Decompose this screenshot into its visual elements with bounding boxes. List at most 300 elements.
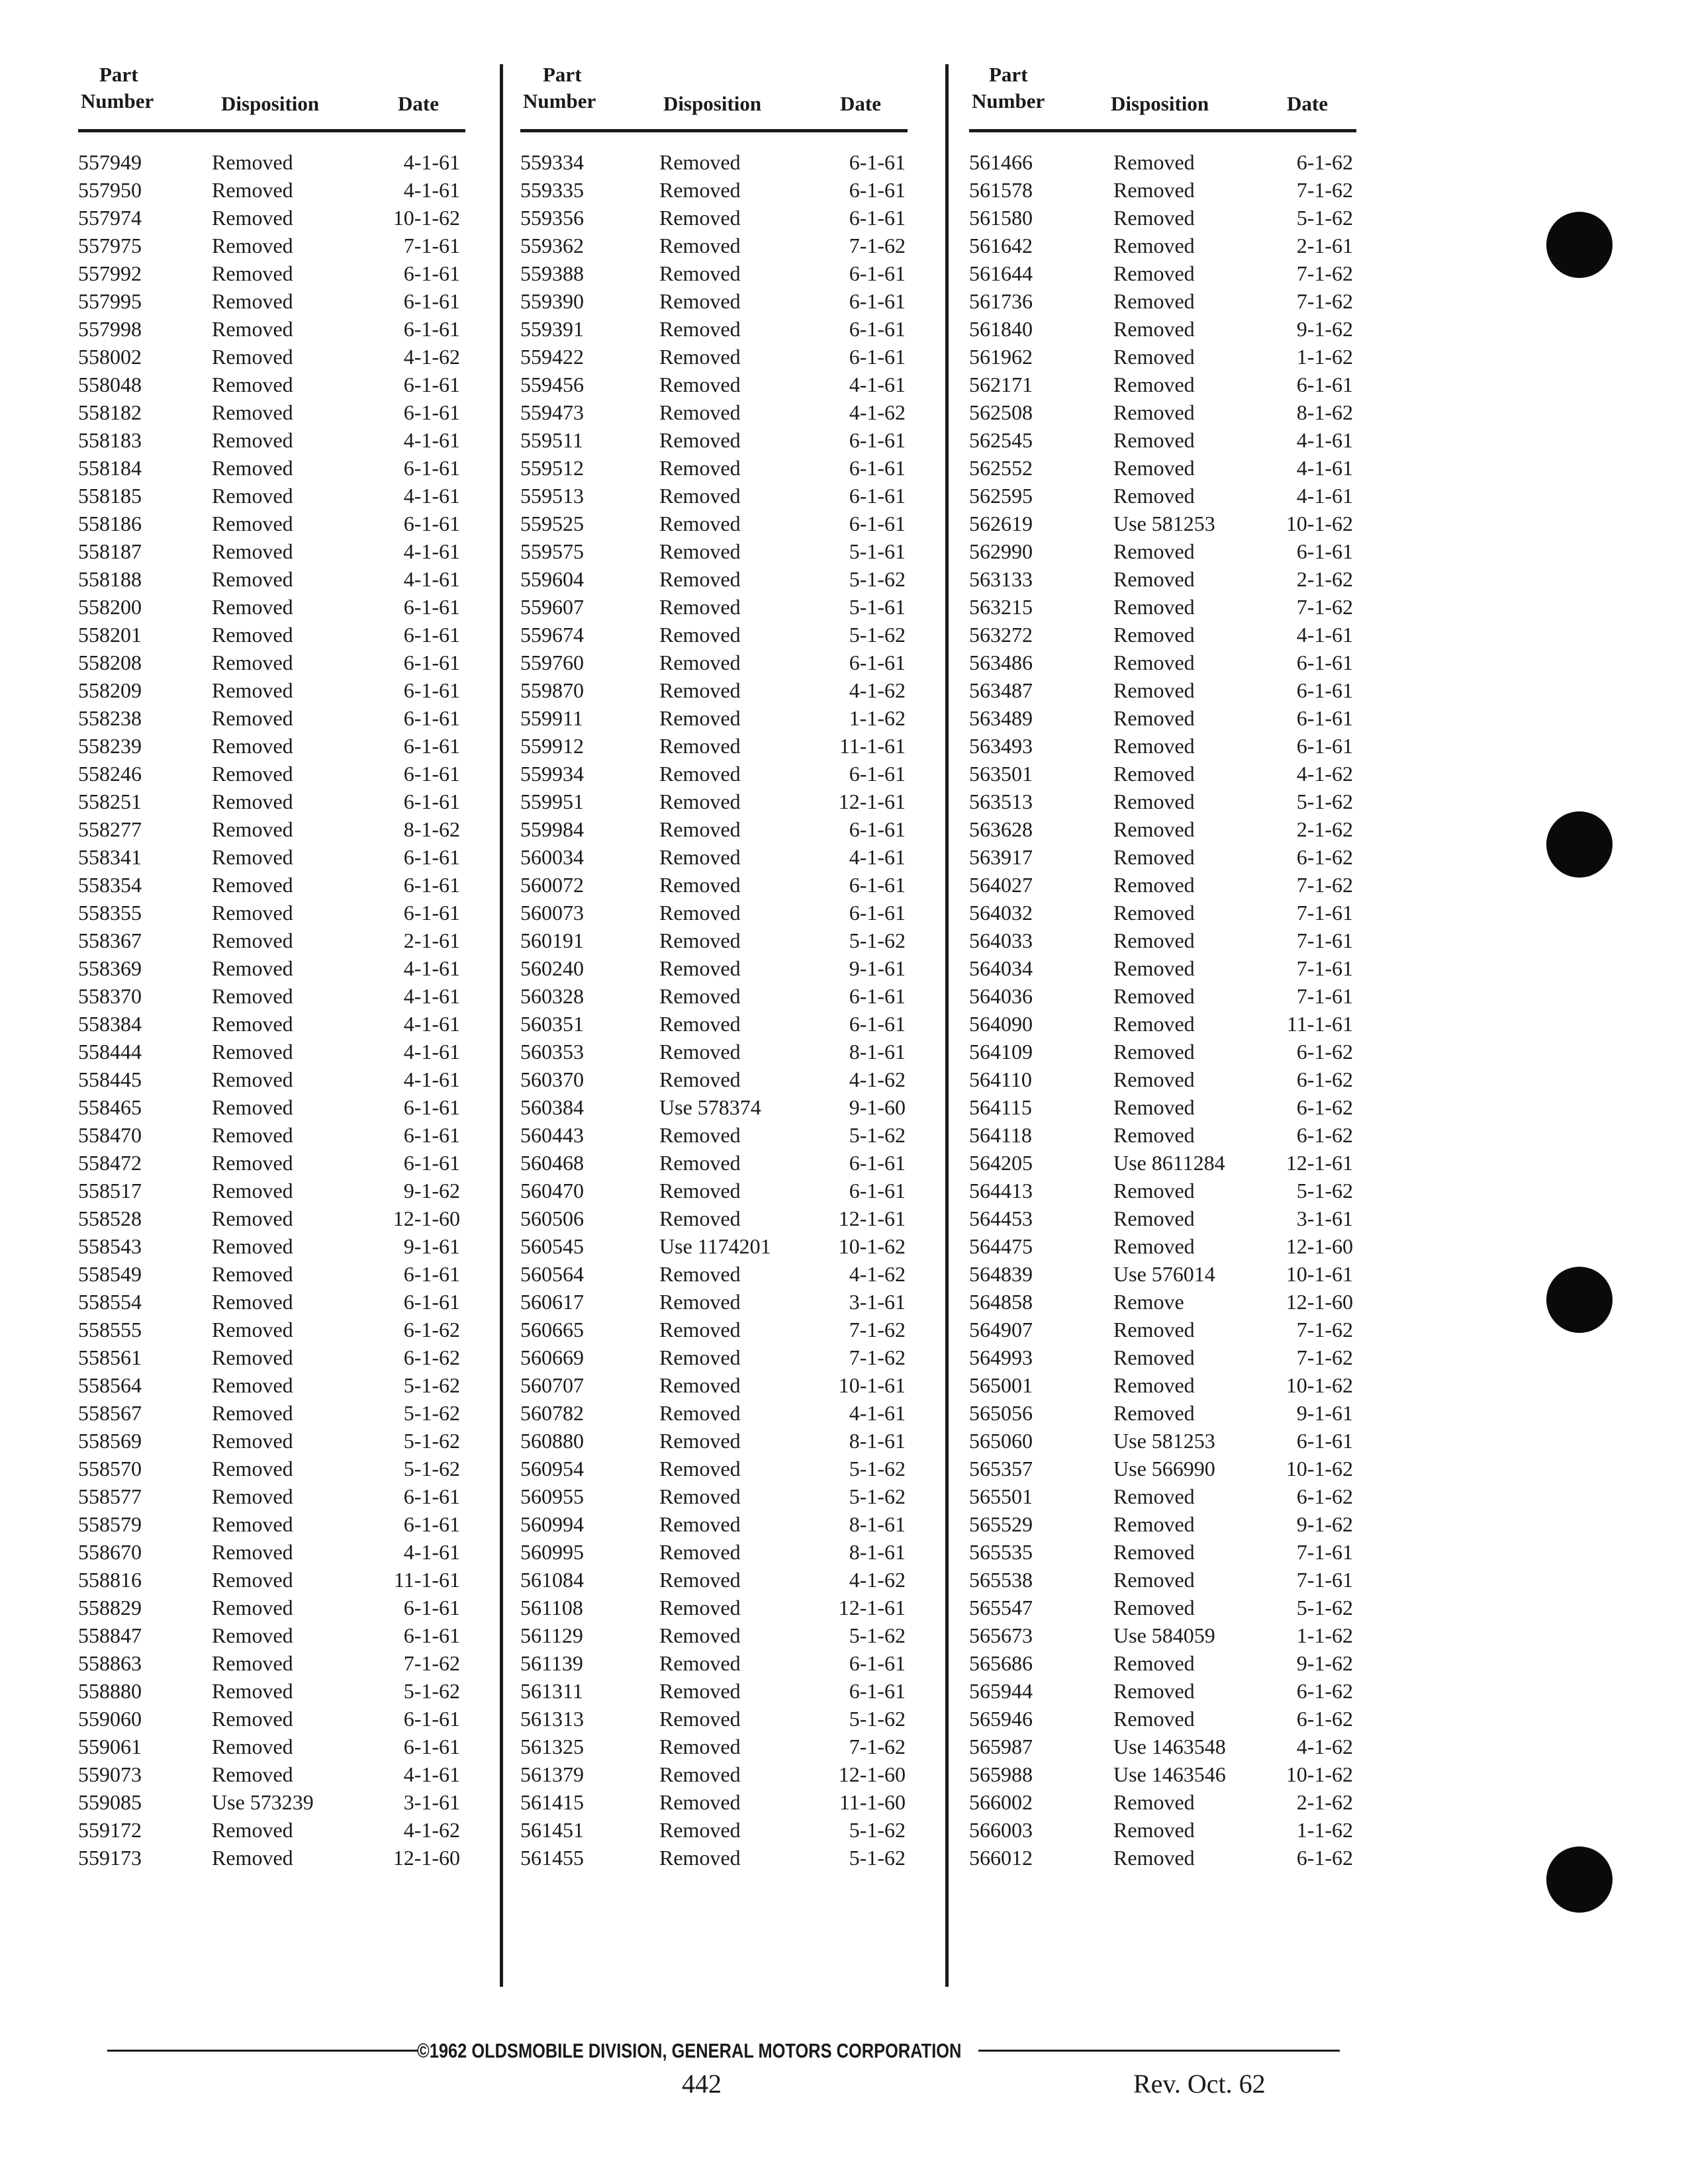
table-row xyxy=(520,734,917,762)
part-number: 558847 xyxy=(78,1623,142,1647)
disposition: Removed xyxy=(1113,1012,1195,1036)
date-header: Date xyxy=(398,92,439,115)
table-row xyxy=(969,1846,1366,1874)
disposition: Removed xyxy=(1113,345,1195,369)
table-row xyxy=(520,1206,917,1234)
date: 6-1-61 xyxy=(849,345,906,369)
part-number: 562545 xyxy=(969,428,1033,452)
part-number: 565946 xyxy=(969,1707,1033,1731)
disposition: Removed xyxy=(212,1568,293,1592)
table-row xyxy=(520,484,917,512)
date: 4-1-61 xyxy=(403,567,460,591)
table-row xyxy=(969,984,1366,1012)
disposition: Removed xyxy=(659,150,741,174)
part-number: 558465 xyxy=(78,1095,142,1119)
disposition: Removed xyxy=(212,1679,293,1703)
date: 10-1-62 xyxy=(1286,1457,1353,1480)
part-number: 558567 xyxy=(78,1401,142,1425)
part-number: 563133 xyxy=(969,567,1033,591)
part-number: 564993 xyxy=(969,1345,1033,1369)
table-row xyxy=(78,706,475,734)
date: 7-1-62 xyxy=(1296,261,1353,285)
table-row xyxy=(969,539,1366,567)
part-number: 558384 xyxy=(78,1012,142,1036)
table-row xyxy=(520,1623,917,1651)
table-row xyxy=(78,1540,475,1568)
disposition: Removed xyxy=(1113,289,1195,313)
table-row xyxy=(520,178,917,206)
date: 6-1-61 xyxy=(849,817,906,841)
part-number: 558188 xyxy=(78,567,142,591)
date: 9-1-61 xyxy=(1296,1401,1353,1425)
date: 12-1-60 xyxy=(393,1846,460,1870)
disposition: Removed xyxy=(212,512,293,535)
disposition: Removed xyxy=(212,1345,293,1369)
disposition: Removed xyxy=(1113,428,1195,452)
date: 6-1-61 xyxy=(849,261,906,285)
part-number: 558549 xyxy=(78,1262,142,1286)
table-row xyxy=(969,456,1366,484)
date: 12-1-60 xyxy=(393,1206,460,1230)
date: 6-1-61 xyxy=(849,289,906,313)
date: 7-1-62 xyxy=(1296,595,1353,619)
disposition: Removed xyxy=(212,261,293,285)
disposition-header: Disposition xyxy=(221,92,320,115)
table-row xyxy=(78,567,475,595)
disposition: Removed xyxy=(659,651,741,674)
table-row xyxy=(969,1151,1366,1179)
part-number: 559512 xyxy=(520,456,584,480)
date: 5-1-62 xyxy=(849,1846,906,1870)
part-number: 558517 xyxy=(78,1179,142,1203)
date: 6-1-61 xyxy=(403,400,460,424)
table-row xyxy=(969,345,1366,373)
part-number: 558201 xyxy=(78,623,142,647)
table-row xyxy=(520,1540,917,1568)
part-number: 558208 xyxy=(78,651,142,674)
date: 6-1-62 xyxy=(1296,1846,1353,1870)
part-number: 559511 xyxy=(520,428,583,452)
date: 4-1-62 xyxy=(403,1818,460,1842)
disposition: Removed xyxy=(212,1012,293,1036)
part-number: 562990 xyxy=(969,539,1033,563)
table-row xyxy=(520,1040,917,1068)
number-header: Number xyxy=(81,89,154,113)
part-number: 561139 xyxy=(520,1651,583,1675)
part-number: 561108 xyxy=(520,1596,583,1619)
disposition: Removed xyxy=(212,1401,293,1425)
disposition: Removed xyxy=(1113,1318,1195,1342)
date: 6-1-61 xyxy=(1296,1429,1353,1453)
table-row xyxy=(969,929,1366,956)
part-number: 558577 xyxy=(78,1484,142,1508)
part-number: 559513 xyxy=(520,484,584,508)
date: 6-1-61 xyxy=(403,623,460,647)
footer-rule-right xyxy=(978,2050,1340,2052)
part-header: Part xyxy=(99,63,138,86)
disposition: Removed xyxy=(659,1179,741,1203)
disposition: Removed xyxy=(212,651,293,674)
table-row xyxy=(78,1735,475,1762)
part-number: 559934 xyxy=(520,762,584,786)
part-number: 558367 xyxy=(78,929,142,952)
part-number: 561325 xyxy=(520,1735,584,1758)
table-row xyxy=(969,484,1366,512)
part-number: 559870 xyxy=(520,678,584,702)
table-row xyxy=(520,1262,917,1290)
part-number: 560353 xyxy=(520,1040,584,1064)
disposition: Removed xyxy=(212,1179,293,1203)
disposition: Removed xyxy=(659,1040,741,1064)
part-number: 565501 xyxy=(969,1484,1033,1508)
part-number: 560994 xyxy=(520,1512,584,1536)
disposition: Removed xyxy=(212,1846,293,1870)
date: 6-1-62 xyxy=(1296,1040,1353,1064)
part-number: 564034 xyxy=(969,956,1033,980)
disposition: Removed xyxy=(659,1818,741,1842)
disposition: Removed xyxy=(212,1429,293,1453)
date: 5-1-62 xyxy=(1296,1179,1353,1203)
part-number: 560370 xyxy=(520,1068,584,1091)
date: 4-1-61 xyxy=(1296,623,1353,647)
date: 6-1-61 xyxy=(403,595,460,619)
part-number: 560665 xyxy=(520,1318,584,1342)
part-number: 564027 xyxy=(969,873,1033,897)
table-row xyxy=(969,428,1366,456)
disposition: Removed xyxy=(212,845,293,869)
date: 4-1-61 xyxy=(403,1540,460,1564)
part-number: 561642 xyxy=(969,234,1033,257)
part-number: 563486 xyxy=(969,651,1033,674)
date: 11-1-61 xyxy=(1286,1012,1353,1036)
part-number: 559422 xyxy=(520,345,584,369)
date: 4-1-61 xyxy=(1296,456,1353,480)
disposition: Use 8611284 xyxy=(1113,1151,1225,1175)
disposition: Removed xyxy=(659,512,741,535)
table-row xyxy=(520,1651,917,1679)
part-number: 563628 xyxy=(969,817,1033,841)
table-row xyxy=(520,539,917,567)
date: 6-1-61 xyxy=(403,1151,460,1175)
disposition: Removed xyxy=(659,1290,741,1314)
table-row xyxy=(520,1707,917,1735)
date: 2-1-62 xyxy=(1296,817,1353,841)
date: 6-1-61 xyxy=(403,1623,460,1647)
disposition: Removed xyxy=(1113,817,1195,841)
table-row xyxy=(969,595,1366,623)
table-row xyxy=(520,762,917,790)
date: 7-1-62 xyxy=(1296,1345,1353,1369)
part-number: 558209 xyxy=(78,678,142,702)
date: 4-1-62 xyxy=(849,1568,906,1592)
table-row xyxy=(969,1457,1366,1484)
disposition: Removed xyxy=(212,734,293,758)
part-number: 559575 xyxy=(520,539,584,563)
table-row xyxy=(969,1512,1366,1540)
part-number: 565988 xyxy=(969,1762,1033,1786)
part-number: 558238 xyxy=(78,706,142,730)
disposition: Removed xyxy=(1113,1345,1195,1369)
date: 12-1-61 xyxy=(838,790,906,813)
disposition: Removed xyxy=(659,1262,741,1286)
date: 7-1-61 xyxy=(1296,901,1353,925)
table-row xyxy=(969,1234,1366,1262)
date: 6-1-61 xyxy=(403,1596,460,1619)
date: 7-1-62 xyxy=(1296,178,1353,202)
part-number: 564110 xyxy=(969,1068,1032,1091)
table-row xyxy=(969,1179,1366,1206)
disposition: Removed xyxy=(659,1123,741,1147)
date: 5-1-62 xyxy=(403,1429,460,1453)
table-row xyxy=(520,1123,917,1151)
date: 6-1-61 xyxy=(1296,706,1353,730)
date: 5-1-62 xyxy=(849,1818,906,1842)
table-row xyxy=(78,790,475,817)
date: 6-1-61 xyxy=(849,762,906,786)
table-row xyxy=(969,261,1366,289)
disposition: Removed xyxy=(1113,1234,1195,1258)
footer-rule-left xyxy=(107,2050,418,2052)
disposition: Removed xyxy=(1113,400,1195,424)
date: 2-1-62 xyxy=(1296,1790,1353,1814)
header-rule xyxy=(78,129,465,132)
disposition: Removed xyxy=(212,234,293,257)
column-header xyxy=(520,63,917,136)
part-number: 559984 xyxy=(520,817,584,841)
part-number: 561580 xyxy=(969,206,1033,230)
table-row xyxy=(78,400,475,428)
part-number: 564453 xyxy=(969,1206,1033,1230)
disposition: Removed xyxy=(1113,1512,1195,1536)
part-number: 557992 xyxy=(78,261,142,285)
disposition: Removed xyxy=(659,345,741,369)
part-number: 559607 xyxy=(520,595,584,619)
date: 6-1-62 xyxy=(1296,1068,1353,1091)
table-row xyxy=(969,1206,1366,1234)
table-row xyxy=(520,567,917,595)
disposition: Removed xyxy=(212,1206,293,1230)
table-row xyxy=(520,1679,917,1707)
part-number: 565987 xyxy=(969,1735,1033,1758)
date: 6-1-61 xyxy=(403,1123,460,1147)
part-number: 558829 xyxy=(78,1596,142,1619)
part-number: 559085 xyxy=(78,1790,142,1814)
disposition: Removed xyxy=(1113,1568,1195,1592)
date: 6-1-62 xyxy=(1296,1484,1353,1508)
part-number: 566012 xyxy=(969,1846,1033,1870)
table-row xyxy=(78,678,475,706)
table-row xyxy=(969,1345,1366,1373)
date: 11-1-61 xyxy=(393,1568,460,1592)
disposition: Removed xyxy=(1113,539,1195,563)
part-number: 560545 xyxy=(520,1234,584,1258)
part-number: 558183 xyxy=(78,428,142,452)
date: 6-1-61 xyxy=(1296,373,1353,396)
date: 8-1-62 xyxy=(403,817,460,841)
date: 2-1-62 xyxy=(1296,567,1353,591)
table-row xyxy=(520,1846,917,1874)
date: 4-1-62 xyxy=(849,1262,906,1286)
table-row xyxy=(520,1012,917,1040)
disposition: Removed xyxy=(212,984,293,1008)
table-row xyxy=(520,929,917,956)
date: 7-1-62 xyxy=(849,1735,906,1758)
column-header xyxy=(78,63,475,136)
table-row xyxy=(78,1707,475,1735)
disposition: Use 573239 xyxy=(212,1790,314,1814)
date: 4-1-61 xyxy=(849,845,906,869)
disposition: Removed xyxy=(659,400,741,424)
punch-hole xyxy=(1546,1846,1613,1913)
date: 4-1-62 xyxy=(849,678,906,702)
disposition: Removed xyxy=(659,1429,741,1453)
part-number: 566002 xyxy=(969,1790,1033,1814)
table-row xyxy=(78,734,475,762)
date: 9-1-61 xyxy=(849,956,906,980)
disposition: Removed xyxy=(1113,1540,1195,1564)
part-number: 558444 xyxy=(78,1040,142,1064)
table-row xyxy=(78,1290,475,1318)
part-number: 563489 xyxy=(969,706,1033,730)
date: 5-1-62 xyxy=(849,1707,906,1731)
table-row xyxy=(78,901,475,929)
table-row xyxy=(520,373,917,400)
disposition: Removed xyxy=(659,1206,741,1230)
table-row xyxy=(520,817,917,845)
date: 6-1-61 xyxy=(849,1651,906,1675)
part-number: 558528 xyxy=(78,1206,142,1230)
date: 6-1-61 xyxy=(403,317,460,341)
disposition: Removed xyxy=(212,901,293,925)
table-row xyxy=(78,651,475,678)
part-number: 564839 xyxy=(969,1262,1033,1286)
date: 6-1-61 xyxy=(403,734,460,758)
table-row xyxy=(520,1373,917,1401)
disposition: Removed xyxy=(1113,261,1195,285)
date: 6-1-61 xyxy=(403,1707,460,1731)
date: 6-1-61 xyxy=(1296,734,1353,758)
disposition: Removed xyxy=(1113,150,1195,174)
date: 8-1-62 xyxy=(1296,400,1353,424)
date: 6-1-61 xyxy=(849,512,906,535)
date: 6-1-61 xyxy=(1296,539,1353,563)
disposition: Removed xyxy=(212,1068,293,1091)
date: 12-1-60 xyxy=(1286,1290,1353,1314)
disposition: Removed xyxy=(659,929,741,952)
part-number: 558277 xyxy=(78,817,142,841)
part-header: Part xyxy=(989,63,1028,86)
date: 10-1-62 xyxy=(393,206,460,230)
table-row xyxy=(969,817,1366,845)
date: 6-1-62 xyxy=(403,1318,460,1342)
disposition: Removed xyxy=(212,456,293,480)
date: 5-1-62 xyxy=(1296,1596,1353,1619)
table-row xyxy=(78,1151,475,1179)
table-row xyxy=(520,984,917,1012)
date: 6-1-61 xyxy=(1296,678,1353,702)
disposition: Removed xyxy=(212,1651,293,1675)
date: 2-1-61 xyxy=(403,929,460,952)
table-row xyxy=(78,512,475,539)
table-row xyxy=(969,1040,1366,1068)
disposition: Removed xyxy=(659,484,741,508)
table-row xyxy=(520,1735,917,1762)
table-row xyxy=(78,1179,475,1206)
disposition: Removed xyxy=(659,678,741,702)
part-number: 560072 xyxy=(520,873,584,897)
table-row xyxy=(969,178,1366,206)
date: 7-1-62 xyxy=(1296,873,1353,897)
part-number: 565686 xyxy=(969,1651,1033,1675)
date: 4-1-62 xyxy=(1296,762,1353,786)
date: 7-1-62 xyxy=(849,1318,906,1342)
part-number: 561084 xyxy=(520,1568,584,1592)
copyright-text: ©1962 OLDSMOBILE DIVISION, GENERAL MOTORS CORPORATION xyxy=(417,2039,962,2062)
date: 7-1-61 xyxy=(1296,1540,1353,1564)
part-number: 565547 xyxy=(969,1596,1033,1619)
disposition: Removed xyxy=(659,317,741,341)
part-number: 562552 xyxy=(969,456,1033,480)
table-row xyxy=(969,623,1366,651)
date: 6-1-62 xyxy=(1296,845,1353,869)
date: 4-1-61 xyxy=(403,1012,460,1036)
table-row xyxy=(78,1345,475,1373)
table-row xyxy=(78,623,475,651)
table-row xyxy=(520,1401,917,1429)
disposition: Removed xyxy=(1113,1068,1195,1091)
date: 4-1-61 xyxy=(403,956,460,980)
table-row xyxy=(78,317,475,345)
disposition: Removed xyxy=(212,873,293,897)
table-row xyxy=(969,873,1366,901)
table-row xyxy=(969,1596,1366,1623)
date: 7-1-62 xyxy=(849,1345,906,1369)
date: 6-1-61 xyxy=(403,1512,460,1536)
disposition: Removed xyxy=(212,400,293,424)
table-row xyxy=(78,1457,475,1484)
disposition: Removed xyxy=(659,1735,741,1758)
table-row xyxy=(78,1790,475,1818)
part-number: 565060 xyxy=(969,1429,1033,1453)
part-number: 559674 xyxy=(520,623,584,647)
date: 6-1-61 xyxy=(849,1179,906,1203)
table-row xyxy=(969,1012,1366,1040)
date: 6-1-61 xyxy=(403,1484,460,1508)
part-number: 559388 xyxy=(520,261,584,285)
date: 5-1-61 xyxy=(849,539,906,563)
disposition: Removed xyxy=(659,1568,741,1592)
table-row xyxy=(78,1262,475,1290)
table-row xyxy=(520,1068,917,1095)
date: 6-1-61 xyxy=(403,845,460,869)
date: 5-1-62 xyxy=(1296,206,1353,230)
punch-hole xyxy=(1546,1267,1613,1333)
date: 6-1-61 xyxy=(849,178,906,202)
disposition: Removed xyxy=(1113,623,1195,647)
table-row xyxy=(520,1095,917,1123)
part-number: 566003 xyxy=(969,1818,1033,1842)
date: 5-1-62 xyxy=(849,1623,906,1647)
part-number: 564032 xyxy=(969,901,1033,925)
part-number: 561129 xyxy=(520,1623,583,1647)
disposition: Removed xyxy=(1113,1679,1195,1703)
table-row xyxy=(520,317,917,345)
disposition: Removed xyxy=(1113,1401,1195,1425)
disposition: Removed xyxy=(1113,1373,1195,1397)
table-row xyxy=(969,678,1366,706)
disposition: Removed xyxy=(1113,651,1195,674)
table-row xyxy=(969,206,1366,234)
